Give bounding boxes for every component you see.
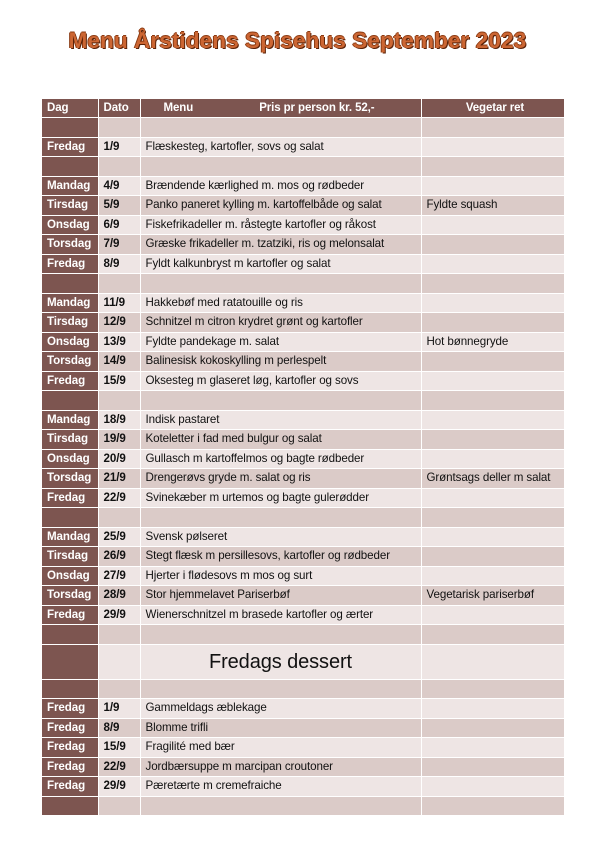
dessert-row — [42, 757, 564, 777]
table-row-dag: Mandag — [42, 176, 98, 196]
dessert-row-dag: Fredag — [42, 777, 98, 797]
table-row-vegetar: Grøntsags deller m salat — [421, 469, 564, 489]
table-row — [42, 176, 564, 196]
table-row-dag: Fredag — [42, 488, 98, 508]
dessert-row-vegetar — [421, 738, 564, 758]
table-row-menu: Græske frikadeller m. tzatziki, ris og melonsalat — [140, 235, 421, 255]
table-row-vegetar — [421, 118, 564, 138]
table-row-dag: Fredag — [42, 137, 98, 157]
header-menu — [140, 99, 421, 118]
table-row-menu: Stor hjemmelavet Pariserbøf — [140, 586, 421, 606]
dessert-row-dato: 8/9 — [98, 718, 140, 738]
table-row-dato: 11/9 — [98, 293, 140, 313]
dessert-row-dato: 1/9 — [98, 699, 140, 719]
table-row-dag: Tirsdag — [42, 196, 98, 216]
header-menu-label: Menu — [163, 102, 194, 114]
table-row-dato: 19/9 — [98, 430, 140, 450]
dessert-row-vegetar — [421, 796, 564, 816]
table-row-dag: Fredag — [42, 254, 98, 274]
table-row-menu: Drengerøvs gryde m. salat og ris — [140, 469, 421, 489]
table-row-menu: Svinekæber m urtemos og bagte gulerødder — [140, 488, 421, 508]
dessert-row-menu: Fragilité med bær — [140, 738, 421, 758]
dessert-title-vegetar-cell — [421, 644, 564, 679]
dessert-title-dag-cell — [42, 644, 98, 679]
table-row — [42, 508, 564, 528]
table-row — [42, 332, 564, 352]
table-row-dato: 4/9 — [98, 176, 140, 196]
table-row-dato — [98, 118, 140, 138]
table-row — [42, 410, 564, 430]
dessert-row — [42, 738, 564, 758]
table-row-vegetar — [421, 391, 564, 411]
table-row-dato: 18/9 — [98, 410, 140, 430]
table-row-dag: Torsdag — [42, 235, 98, 255]
dessert-row-dato — [98, 679, 140, 699]
menu-table — [42, 99, 565, 816]
table-row — [42, 137, 564, 157]
dessert-row-vegetar — [421, 699, 564, 719]
table-row-dato: 5/9 — [98, 196, 140, 216]
table-row — [42, 254, 564, 274]
dessert-row-menu: Gammeldags æblekage — [140, 699, 421, 719]
table-row-vegetar — [421, 157, 564, 177]
header-dato: Dato — [98, 99, 140, 118]
dessert-row — [42, 777, 564, 797]
table-row-dag: Mandag — [42, 293, 98, 313]
table-row — [42, 371, 564, 391]
dessert-title-dato-cell — [98, 644, 140, 679]
table-row-vegetar — [421, 410, 564, 430]
table-row-vegetar — [421, 566, 564, 586]
table-row-dato: 21/9 — [98, 469, 140, 489]
table-row — [42, 274, 564, 294]
table-row-menu: Flæskesteg, kartofler, sovs og salat — [140, 137, 421, 157]
header-row — [42, 99, 564, 118]
dessert-heading: Fredags dessert — [140, 644, 421, 679]
dessert-row-vegetar — [421, 777, 564, 797]
table-row-dato: 7/9 — [98, 235, 140, 255]
dessert-row-dag — [42, 679, 98, 699]
table-row-menu — [140, 625, 421, 645]
table-row — [42, 605, 564, 625]
table-row — [42, 313, 564, 333]
table-row — [42, 430, 564, 450]
table-row-vegetar — [421, 547, 564, 567]
dessert-row-dato — [98, 796, 140, 816]
table-row-dato: 26/9 — [98, 547, 140, 567]
table-row-dag: Fredag — [42, 605, 98, 625]
dessert-row-menu: Pæretærte m cremefraiche — [140, 777, 421, 797]
table-row — [42, 352, 564, 372]
table-row-menu — [140, 391, 421, 411]
table-row-vegetar — [421, 625, 564, 645]
table-row-vegetar — [421, 137, 564, 157]
table-row-menu — [140, 508, 421, 528]
table-row — [42, 449, 564, 469]
table-row-dag: Fredag — [42, 371, 98, 391]
table-row-vegetar — [421, 352, 564, 372]
table-row-vegetar — [421, 215, 564, 235]
table-row-dag — [42, 157, 98, 177]
table-row-dag: Tirsdag — [42, 430, 98, 450]
menu-body — [42, 118, 564, 645]
table-row-dato: 8/9 — [98, 254, 140, 274]
table-row-menu: Wienerschnitzel m brasede kartofler og ærter — [140, 605, 421, 625]
table-row-dag: Tirsdag — [42, 313, 98, 333]
table-row-dag: Torsdag — [42, 586, 98, 606]
table-row-menu: Oksesteg m glaseret løg, kartofler og sovs — [140, 371, 421, 391]
table-row-dag — [42, 508, 98, 528]
page-title: Menu Årstidens Spisehus September 2023 — [68, 28, 527, 53]
table-row-menu — [140, 274, 421, 294]
table-row — [42, 157, 564, 177]
table-row-dato — [98, 625, 140, 645]
table-row-menu: Hjerter i flødesovs m mos og surt — [140, 566, 421, 586]
table-row-dag: Mandag — [42, 527, 98, 547]
table-row-dag: Tirsdag — [42, 547, 98, 567]
table-row-dato — [98, 274, 140, 294]
table-row — [42, 547, 564, 567]
table-row-dag — [42, 391, 98, 411]
table-row-dato: 29/9 — [98, 605, 140, 625]
table-row-vegetar — [421, 235, 564, 255]
dessert-row-dato: 29/9 — [98, 777, 140, 797]
table-row-vegetar — [421, 313, 564, 333]
table-row-dato: 13/9 — [98, 332, 140, 352]
table-row — [42, 293, 564, 313]
table-row-vegetar — [421, 527, 564, 547]
dessert-title-body — [42, 644, 564, 679]
table-row — [42, 488, 564, 508]
table-row-menu — [140, 157, 421, 177]
table-row-menu: Brændende kærlighed m. mos og rødbeder — [140, 176, 421, 196]
table-row-menu: Fyldte pandekage m. salat — [140, 332, 421, 352]
table-row-menu: Fiskefrikadeller m. råstegte kartofler og råkost — [140, 215, 421, 235]
table-row-menu: Balinesisk kokoskylling m perlespelt — [140, 352, 421, 372]
table-row-vegetar — [421, 254, 564, 274]
table-row-dag: Onsdag — [42, 332, 98, 352]
table-row-menu: Panko paneret kylling m. kartoffelbåde og salat — [140, 196, 421, 216]
dessert-row-dato: 22/9 — [98, 757, 140, 777]
table-row-dato: 22/9 — [98, 488, 140, 508]
table-row-dato — [98, 391, 140, 411]
table-row-dato — [98, 157, 140, 177]
dessert-row-menu: Jordbærsuppe m marcipan croutoner — [140, 757, 421, 777]
table-row-dag — [42, 118, 98, 138]
dessert-row-dag: Fredag — [42, 757, 98, 777]
table-row-menu: Schnitzel m citron krydret grønt og kartofler — [140, 313, 421, 333]
dessert-title-row — [42, 644, 564, 679]
dessert-row-dag: Fredag — [42, 718, 98, 738]
table-row-vegetar — [421, 176, 564, 196]
table-row-menu — [140, 118, 421, 138]
header-price: Pris pr person kr. 52,- — [259, 102, 375, 114]
dessert-row — [42, 796, 564, 816]
table-row-dag: Onsdag — [42, 566, 98, 586]
table-row — [42, 391, 564, 411]
table-row-vegetar — [421, 371, 564, 391]
table-row-vegetar: Hot bønnegryde — [421, 332, 564, 352]
table-row-dato: 12/9 — [98, 313, 140, 333]
table-row-dato: 20/9 — [98, 449, 140, 469]
table-row-menu: Koteletter i fad med bulgur og salat — [140, 430, 421, 450]
dessert-row — [42, 699, 564, 719]
table-row-dag: Onsdag — [42, 449, 98, 469]
table-row-menu: Hakkebøf med ratatouille og ris — [140, 293, 421, 313]
table-row-menu: Gullasch m kartoffelmos og bagte rødbeder — [140, 449, 421, 469]
table-row-menu: Stegt flæsk m persillesovs, kartofler og rødbeder — [140, 547, 421, 567]
table-row-dag — [42, 625, 98, 645]
table-row-vegetar — [421, 488, 564, 508]
table-row — [42, 625, 564, 645]
table-row-vegetar — [421, 508, 564, 528]
dessert-row — [42, 718, 564, 738]
table-row-dag: Mandag — [42, 410, 98, 430]
table-row-menu: Fyldt kalkunbryst m kartofler og salat — [140, 254, 421, 274]
table-row-dato: 14/9 — [98, 352, 140, 372]
dessert-row-menu: Blomme trifli — [140, 718, 421, 738]
table-row — [42, 566, 564, 586]
table-row-vegetar — [421, 605, 564, 625]
table-row — [42, 586, 564, 606]
table-row-dag: Onsdag — [42, 215, 98, 235]
dessert-row-dag — [42, 796, 98, 816]
table-row — [42, 527, 564, 547]
dessert-row-dato: 15/9 — [98, 738, 140, 758]
dessert-row-menu — [140, 679, 421, 699]
table-row-vegetar — [421, 274, 564, 294]
table-row-dato — [98, 508, 140, 528]
dessert-row-dag: Fredag — [42, 738, 98, 758]
table-row-vegetar — [421, 449, 564, 469]
header-dag: Dag — [42, 99, 98, 118]
table-row-dag — [42, 274, 98, 294]
table-row-dato: 6/9 — [98, 215, 140, 235]
table-row — [42, 215, 564, 235]
table-row — [42, 235, 564, 255]
table-row-menu: Svensk pølseret — [140, 527, 421, 547]
dessert-row-vegetar — [421, 679, 564, 699]
table-row — [42, 118, 564, 138]
dessert-row — [42, 679, 564, 699]
table-row-menu: Indisk pastaret — [140, 410, 421, 430]
header-vegetar: Vegetar ret — [421, 99, 564, 118]
dessert-row-menu — [140, 796, 421, 816]
dessert-row-vegetar — [421, 718, 564, 738]
table-row — [42, 196, 564, 216]
table-row-dag: Torsdag — [42, 469, 98, 489]
table-row-vegetar: Fyldte squash — [421, 196, 564, 216]
table-row-vegetar: Vegetarisk pariserbøf — [421, 586, 564, 606]
table-row-dato: 1/9 — [98, 137, 140, 157]
dessert-body — [42, 679, 564, 816]
dessert-row-dag: Fredag — [42, 699, 98, 719]
table-row-vegetar — [421, 293, 564, 313]
dessert-row-vegetar — [421, 757, 564, 777]
table-row-vegetar — [421, 430, 564, 450]
table-row-dato: 27/9 — [98, 566, 140, 586]
table-row-dato: 25/9 — [98, 527, 140, 547]
table-row-dato: 28/9 — [98, 586, 140, 606]
table-row-dag: Torsdag — [42, 352, 98, 372]
table-row-dato: 15/9 — [98, 371, 140, 391]
table-row — [42, 469, 564, 489]
